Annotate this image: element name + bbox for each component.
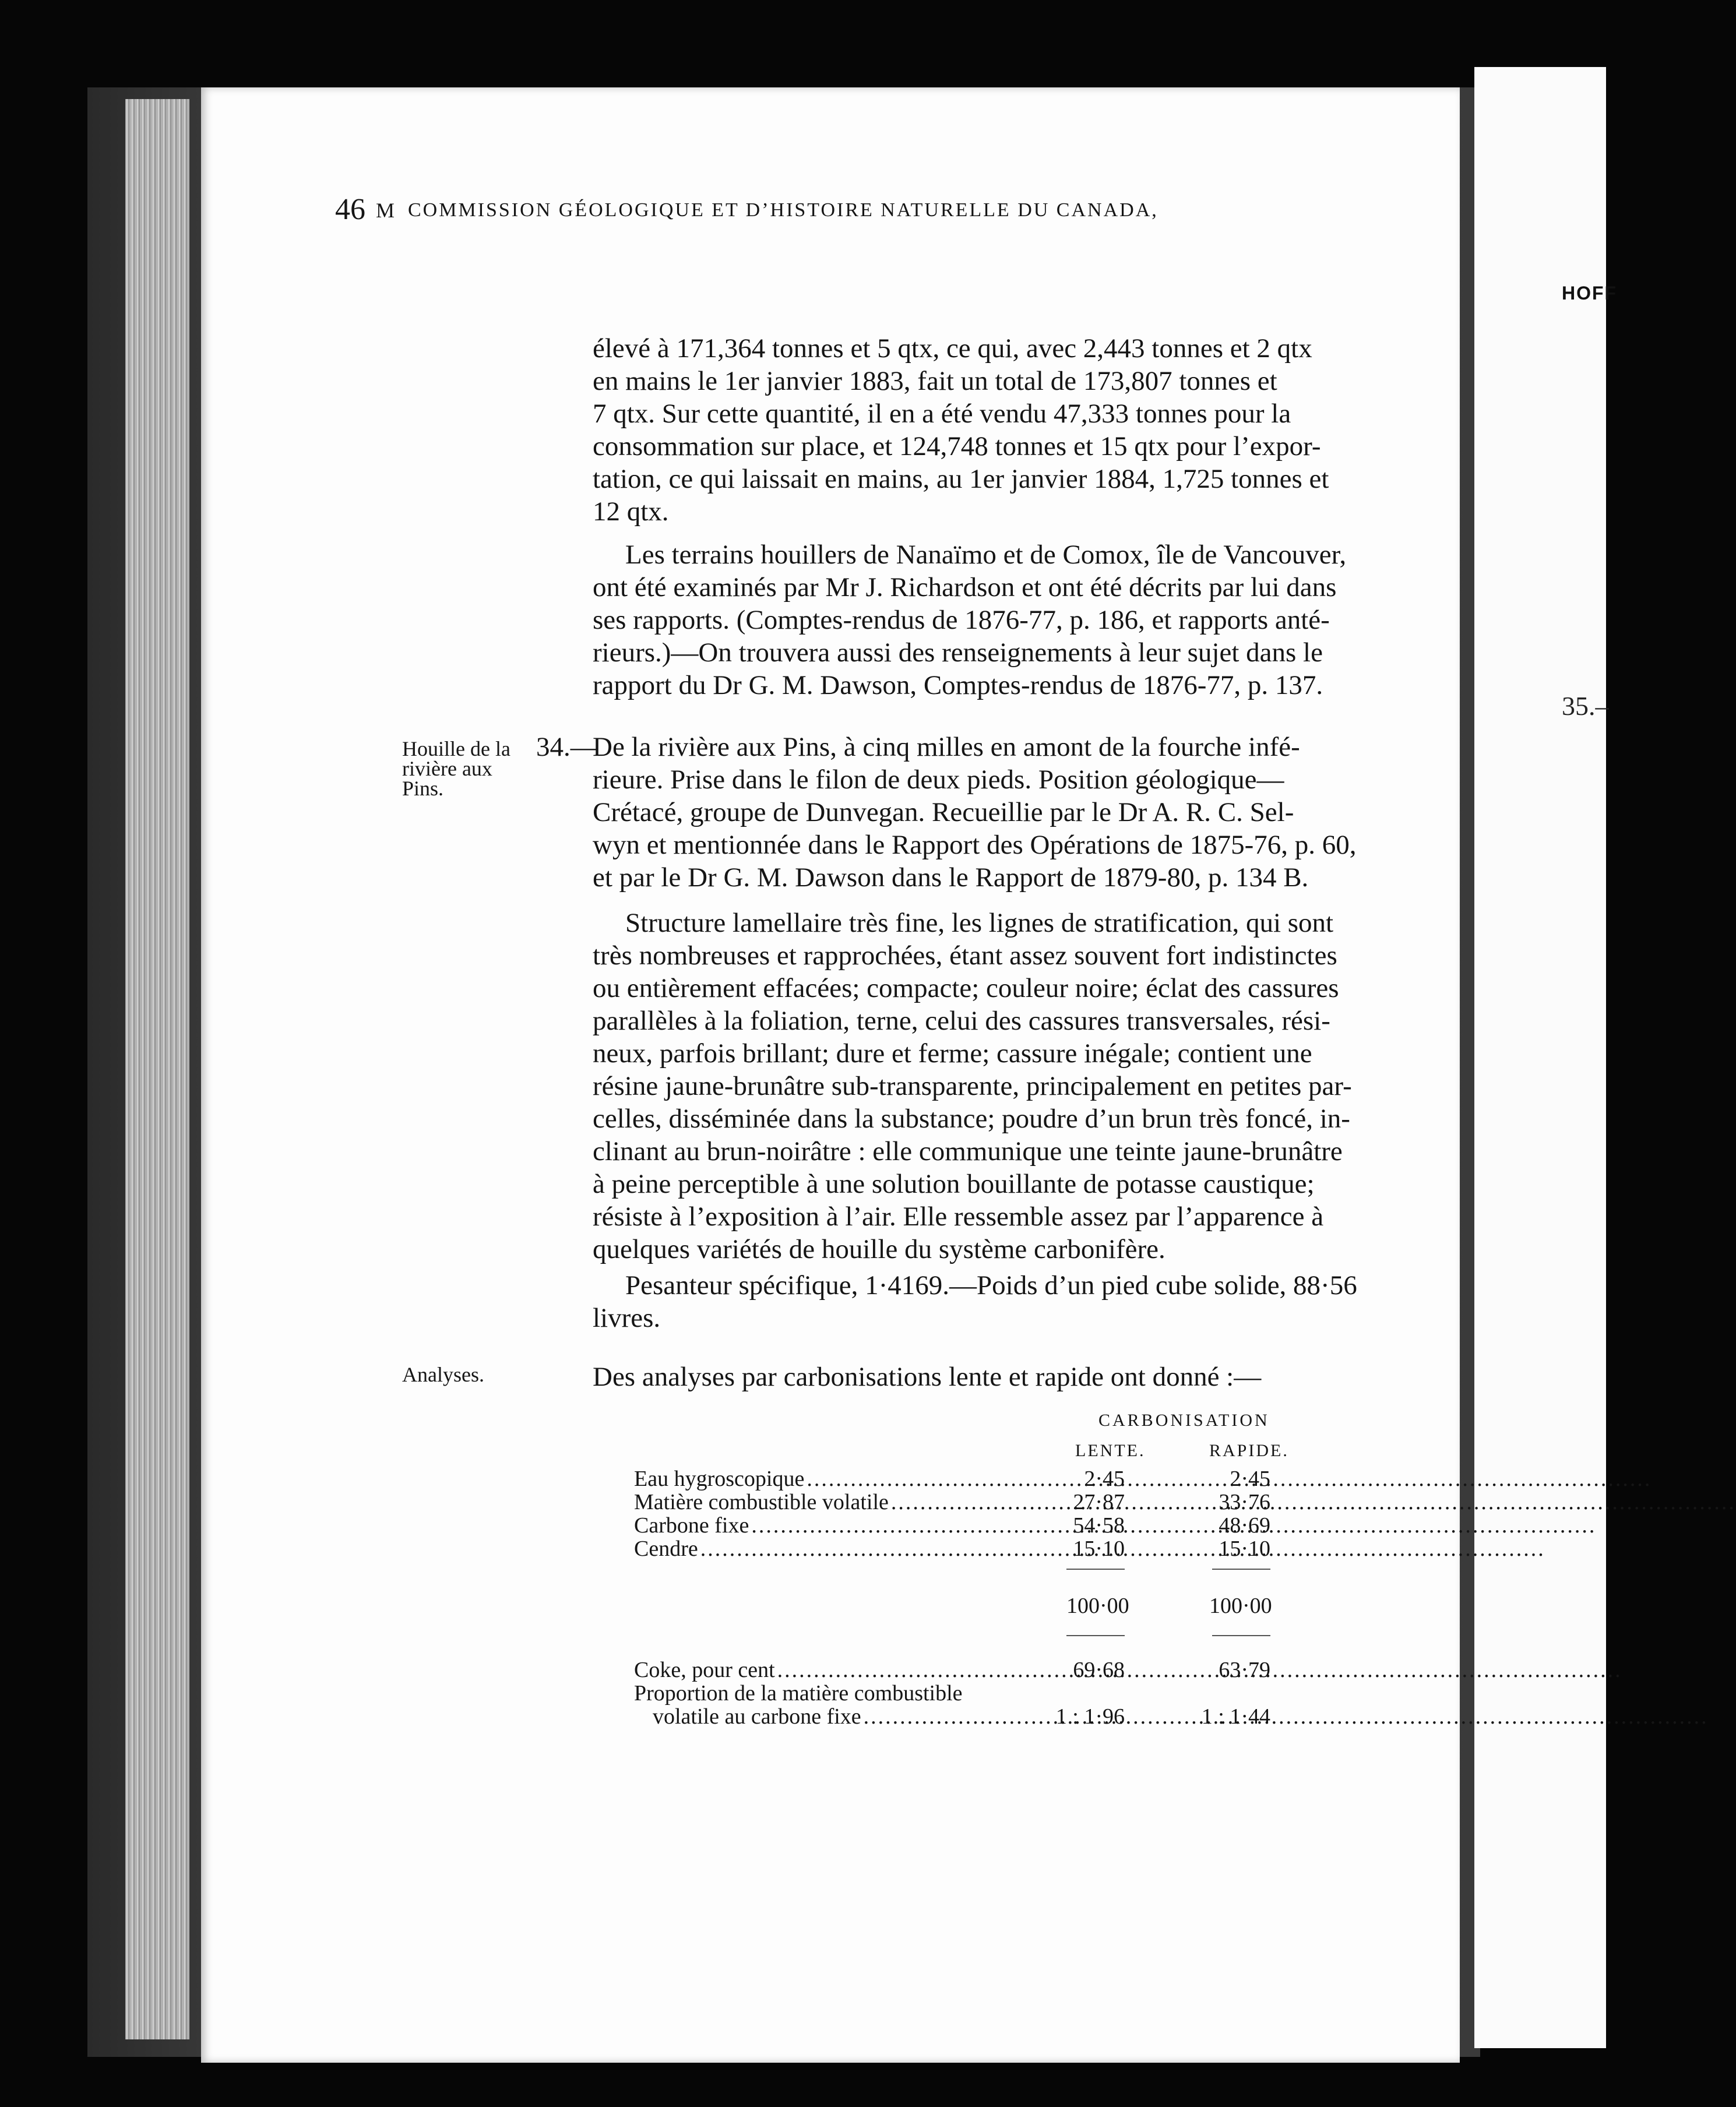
page-stack-edges: [125, 99, 189, 2039]
text-line: résiste à l’exposition à l’air. Elle ressemble assez par l’apparence à: [593, 1202, 1324, 1232]
table-row-label: Cendre .....: [634, 1537, 1042, 1560]
table-cell-rapide: 48·69: [1219, 1513, 1270, 1538]
table-cell-lente: 27·87: [1073, 1490, 1125, 1514]
table-total-rapide: 100·00: [1209, 1594, 1272, 1618]
table-cell-lente: 69·68: [1073, 1658, 1125, 1682]
text-line: rieure. Prise dans le filon de deux pieds. Position géologique—: [593, 764, 1284, 795]
table-row-label: Eau hygroscopique .....: [634, 1467, 1042, 1491]
table-row-label: Coke, pour cent .....: [634, 1658, 1042, 1682]
side-note-analyses: Analyses.: [402, 1363, 484, 1386]
text-line: Pesanteur spécifique, 1·4169.—Poids d’un pied cube solide, 88·56: [625, 1270, 1357, 1301]
text-line: 12 qtx.: [593, 496, 669, 527]
page-series-letter: M: [376, 199, 395, 222]
total-rule-rapide: [1212, 1635, 1270, 1636]
text-line: rieurs.)—On trouvera aussi des renseignements à leur sujet dans le: [593, 637, 1323, 668]
table-cell-rapide: 33·76: [1219, 1490, 1270, 1514]
text-line: ou entièrement effacées; compacte; couleur noire; éclat des cassures: [593, 973, 1339, 1003]
text-line: et par le Dr G. M. Dawson dans le Rapport de 1879-80, p. 134 B.: [593, 862, 1309, 893]
table-row-label: volatile au carbone fixe .....: [653, 1705, 1042, 1728]
text-line: consommation sur place, et 124,748 tonnes et 15 qtx pour l’expor-: [593, 431, 1321, 461]
item-number: 34.—: [536, 732, 598, 762]
table-cell-rapide: 1 : 1·44: [1201, 1704, 1270, 1729]
facing-page: [1474, 67, 1618, 2048]
sum-rule-rapide: [1212, 1569, 1270, 1570]
column-header-lente: LENTE.: [1075, 1441, 1146, 1460]
text-line: Structure lamellaire très fine, les lignes de stratification, qui sont: [625, 908, 1334, 938]
text-line: élevé à 171,364 tonnes et 5 qtx, ce qui, avec 2,443 tonnes et 2 qtx: [593, 333, 1312, 364]
text-line: De la rivière aux Pins, à cinq milles en amont de la fourche infé-: [593, 732, 1300, 762]
text-line: wyn et mentionnée dans le Rapport des Opérations de 1875-76, p. 60,: [593, 830, 1357, 860]
side-note-line: rivière aux: [402, 757, 492, 780]
table-cell-lente: 54·58: [1073, 1513, 1125, 1538]
text-line: très nombreuses et rapprochées, étant assez souvent fort indistinctes: [593, 940, 1337, 971]
side-note-houille: [402, 739, 510, 798]
text-line: ont été examinés par Mr J. Richardson et ont été décrits par lui dans: [593, 572, 1337, 602]
text-line: résine jaune-brunâtre sub-transparente, principalement en petites par-: [593, 1071, 1352, 1101]
page-number: 46: [335, 193, 365, 226]
paragraph-item-34: [593, 731, 1376, 894]
facing-page-item-number: 35.–: [1562, 691, 1609, 721]
table-cell-lente: 2·45: [1084, 1467, 1125, 1491]
text-line: à peine perceptible à une solution bouillante de potasse caustique;: [593, 1169, 1315, 1199]
paragraph-terrains-houillers: [593, 538, 1376, 702]
table-group-header: CARBONISATION: [1098, 1411, 1270, 1430]
table-cell-lente: 1 : 1·96: [1055, 1704, 1125, 1729]
table-cell-rapide: 63·79: [1219, 1658, 1270, 1682]
facing-page-running-head: HOFF: [1562, 283, 1618, 304]
text-line: quelques variétés de houille du système carbonifère.: [593, 1234, 1165, 1264]
page-header: [335, 192, 1367, 233]
running-head: COMMISSION GÉOLOGIQUE ET D’HISTOIRE NATURELLE DU CANADA,: [408, 199, 1158, 221]
total-rule-lente: [1066, 1635, 1125, 1636]
table-total-lente: 100·00: [1066, 1594, 1129, 1618]
text-line: Les terrains houillers de Nanaïmo et de Comox, île de Vancouver,: [625, 540, 1347, 570]
paragraph-pesanteur: [593, 1269, 1376, 1334]
paragraph-production: [593, 332, 1376, 528]
column-header-rapide: RAPIDE.: [1209, 1441, 1289, 1460]
text-line: en mains le 1er janvier 1883, fait un total de 173,807 tonnes et: [593, 366, 1277, 396]
text-line: livres.: [593, 1303, 661, 1333]
text-line: tation, ce qui laissait en mains, au 1er janvier 1884, 1,725 tonnes et: [593, 464, 1329, 494]
table-row-label: Proportion de la matière combustible: [634, 1681, 963, 1706]
text-line: 7 qtx. Sur cette quantité, il en a été vendu 47,333 tonnes pour la: [593, 399, 1291, 429]
paragraph-structure: [593, 907, 1376, 1266]
side-note-line: Pins.: [402, 777, 444, 800]
text-line: celles, disséminée dans la substance; poudre d’un brun très foncé, in-: [593, 1104, 1350, 1134]
table-cell-lente: 15·10: [1073, 1537, 1125, 1561]
text-line: neux, parfois brillant; dure et ferme; cassure inégale; contient une: [593, 1038, 1312, 1069]
text-line: clinant au brun-noirâtre : elle communique une teinte jaune-brunâtre: [593, 1136, 1343, 1167]
side-note-line: Houille de la: [402, 737, 510, 760]
text-line: parallèles à la foliation, terne, celui des cassures transversales, rési-: [593, 1006, 1330, 1036]
table-cell-rapide: 2·45: [1230, 1467, 1270, 1491]
table-row-label: Carbone fixe .....: [634, 1514, 1042, 1537]
paragraph-analyses: [593, 1361, 1376, 1393]
text-line: Des analyses par carbonisations lente et rapide ont donné :—: [593, 1362, 1262, 1392]
table-cell-rapide: 15·10: [1219, 1537, 1270, 1561]
table-row-label: Matière combustible volatile .....: [634, 1491, 1042, 1514]
sum-rule-lente: [1066, 1569, 1125, 1570]
text-line: rapport du Dr G. M. Dawson, Comptes-rendus de 1876-77, p. 137.: [593, 670, 1323, 700]
text-line: ses rapports. (Comptes-rendus de 1876-77, p. 186, et rapports anté-: [593, 605, 1330, 635]
text-line: Crétacé, groupe de Dunvegan. Recueillie par le Dr A. R. C. Sel-: [593, 797, 1294, 827]
